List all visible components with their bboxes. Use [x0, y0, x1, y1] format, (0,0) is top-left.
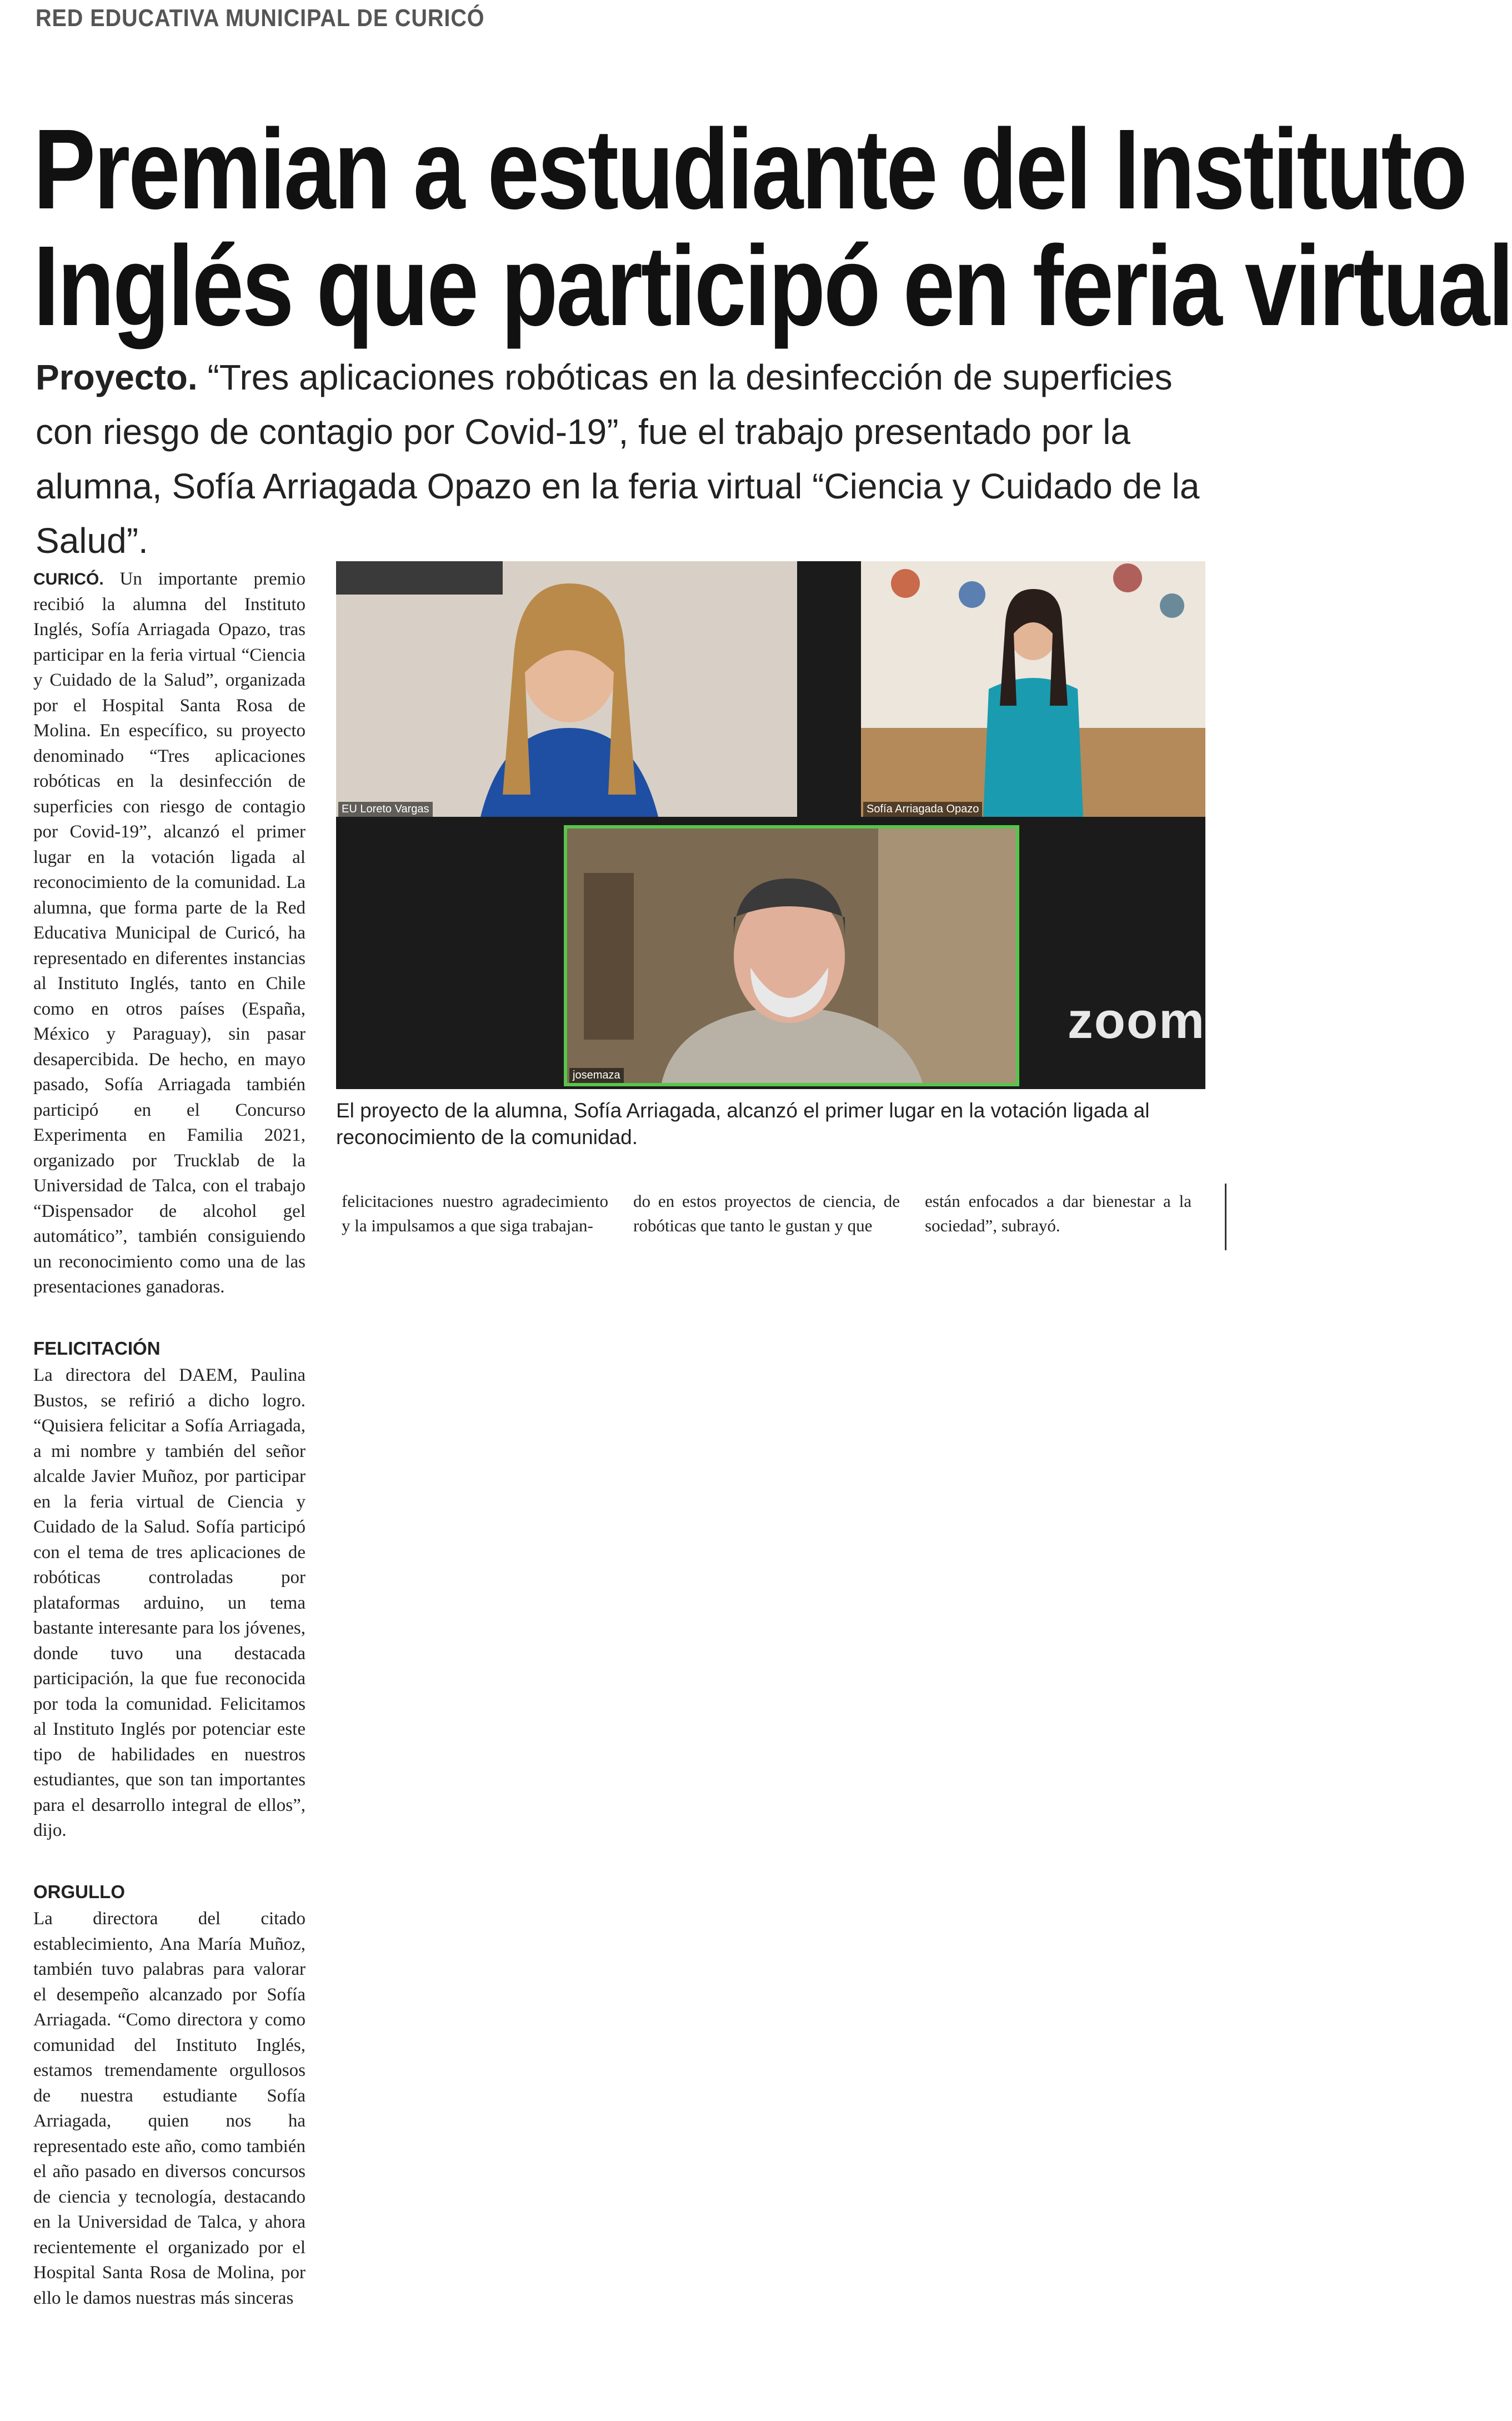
article-body-column: [33, 567, 306, 2311]
video-tile-loreto: [336, 561, 797, 817]
body-paragraph-1: [33, 567, 306, 1300]
zoom-meeting-photo: [336, 561, 1205, 1089]
body-text-1: Un importante premio recibió la alumna del Instituto Inglés, Sofía Arriagada Opazo, tras participar en la feria virtual “Ciencia y Cuidado de la Salud”, organizada por el Hospital Santa Rosa de Molina. En específico, su proyecto denominado “Tres aplicaciones robóticas en la desinfección de superficies con riesgo de contagio por Covid-19”, alcanzó el primer lugar en la votación ligada al reconocimiento de la comunidad. La alumna, que forma parte de la Red Educativa Municipal de Curicó, ha representado en diferentes instancias al Instituto Inglés, tanto en Chile como en otros países (España, México y Paraguay), sin pasar desapercibida. De hecho, en mayo pasado, Sofía Arriagada también participó en el Concurso Experimenta en Familia 2021, organizado por Trucklab de la Universidad de Talca, con el trabajo “Dispensador de alcohol gel automático”, también consiguiendo un reconocimiento como una de las presentaciones ganadoras.: [33, 569, 306, 1297]
video-tile-sofia: [861, 561, 1205, 817]
body-paragraph-2: La directora del DAEM, Paulina Bustos, se refirió a dicho logro. “Quisiera felicitar a Sofía Arriagada, a mi nombre y también del señor alcalde Javier Muñoz, por participar en la feria virtual de Ciencia y Cuidado de la Salud. Sofía participó con el tema de tres aplicaciones de robóticas controladas por plataformas arduino, un tema bastante interesante para los jóvenes, donde tuvo una destacada participación, la que fue reconocida por toda la comunidad. Felicitamos al Instituto Inglés por potenciar este tipo de habilidades en nuestros estudiantes, que son tan importantes para el desarrollo integral de ellos”, dijo.: [33, 1365, 306, 1840]
participant-name-3: josemaza: [569, 1068, 624, 1083]
photo-caption: El proyecto de la alumna, Sofía Arriagada, alcanzó el primer lugar en la votación ligada al reconocimiento de la comunidad.: [336, 1099, 1150, 1149]
continuation-column-2: do en estos proyectos de ciencia, de robóticas que tanto le gustan y que: [633, 1191, 900, 1235]
subhead-felicitacion: FELICITACIÓN: [33, 1337, 161, 1359]
participant-name-2: Sofía Arriagada Opazo: [863, 802, 982, 817]
lead-label: Proyecto.: [36, 357, 198, 397]
participant-name-1: EU Loreto Vargas: [338, 802, 433, 817]
continuation-column-1: felicitaciones nuestro agradecimiento y la impulsamos a que siga trabajan-: [342, 1191, 608, 1235]
body-paragraph-3: La directora del citado establecimiento, Ana María Muñoz, también tuvo palabras para valorar el desempeño alcanzado por Sofía Arriagada. “Como directora y como comunidad del Instituto Inglés, estamos tremendamente orgullosos de nuestra estudiante Sofía Arriagada, quien nos ha representado este año, como también el año pasado en diversos concursos de ciencia y tecnología, destacando en la Universidad de Talca, y ahora recientemente el organizado por el Hospital Santa Rosa de Molina, por ello le damos nuestras más sinceras: [33, 1909, 306, 2308]
person-figure-2: [861, 561, 1205, 817]
subhead-orgullo: ORGULLO: [33, 1881, 125, 1902]
zoom-logo: zoom: [1067, 992, 1205, 1049]
video-tile-josemaza: [564, 825, 1019, 1086]
headline: [33, 106, 1512, 350]
section-tag: RED EDUCATIVA MUNICIPAL DE CURICÓ: [36, 4, 485, 32]
lead-paragraph: [36, 350, 1213, 568]
dateline: CURICÓ.: [33, 570, 104, 588]
continuation-column-3: están enfocados a dar bienestar a la sociedad”, subrayó.: [925, 1191, 1191, 1235]
lead-text: “Tres aplicaciones robóticas en la desinfección de superficies con riesgo de contagio por Covid-19”, fue el trabajo presentado por la alumna, Sofía Arriagada Opazo en la feria virtual “Ciencia y Cuidado de la Salud”.: [36, 357, 1200, 561]
headline-line-2: Inglés que participó en feria virtual: [33, 222, 1512, 350]
person-figure-3: [567, 828, 1016, 1083]
headline-line-1: Premian a estudiante del Instituto: [33, 106, 1466, 233]
column-rule: [1225, 1184, 1226, 1250]
person-figure-1: [336, 561, 797, 817]
